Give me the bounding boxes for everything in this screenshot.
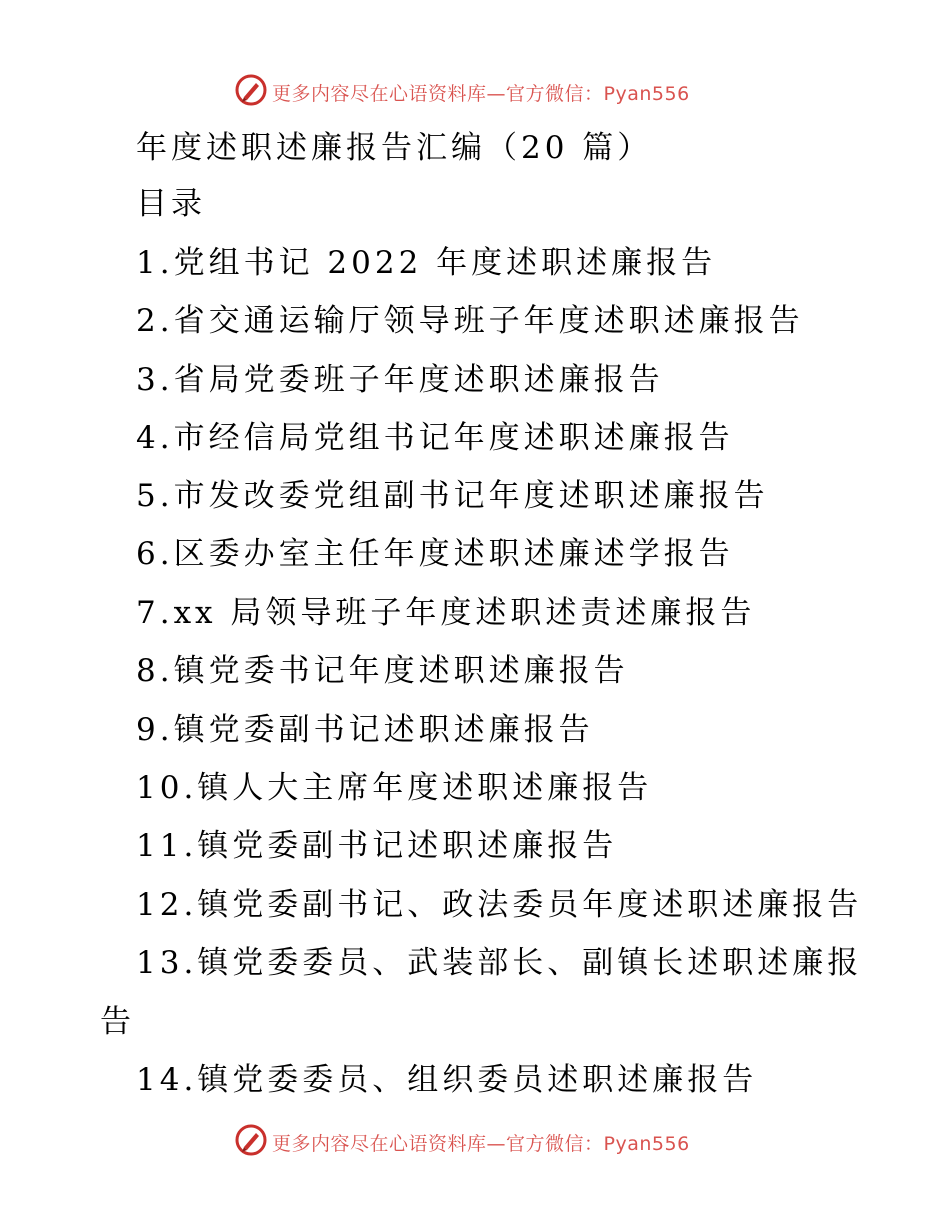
header-watermark-banner — [0, 70, 950, 110]
toc-item: 7.xx 局领导班子年度述职述责述廉报告 — [136, 595, 756, 631]
toc-item: 13.镇党委委员、武装部长、副镇长述职述廉报 — [136, 945, 863, 981]
toc-item: 6.区委办室主任年度述职述廉述学报告 — [136, 536, 734, 572]
footer-watermark-banner — [0, 1120, 950, 1160]
toc-item: 9.镇党委副书记述职述廉报告 — [136, 712, 594, 748]
toc-item: 5.市发改委党组副书记年度述职述廉报告 — [136, 478, 769, 514]
toc-item: 8.镇党委书记年度述职述廉报告 — [136, 653, 629, 689]
toc-item: 12.镇党委副书记、政法委员年度述职述廉报告 — [136, 887, 863, 923]
document-title: 年度述职述廉报告汇编（20 篇） — [136, 130, 653, 166]
toc-heading: 目录 — [136, 186, 206, 222]
pen-logo-icon — [234, 73, 268, 107]
pen-logo-icon — [234, 1123, 268, 1157]
banner-text: 更多内容尽在心语资料库—官方微信：Pyan556 — [272, 83, 690, 105]
toc-item-continuation: 告 — [100, 1004, 135, 1040]
toc-item: 11.镇党委副书记述职述廉报告 — [136, 828, 618, 864]
toc-item: 1.党组书记 2022 年度述职述廉报告 — [136, 245, 717, 281]
toc-item: 2.省交通运输厅领导班子年度述职述廉报告 — [136, 303, 804, 339]
toc-item: 4.市经信局党组书记年度述职述廉报告 — [136, 420, 734, 456]
toc-item: 10.镇人大主席年度述职述廉报告 — [136, 770, 653, 806]
toc-item: 3.省局党委班子年度述职述廉报告 — [136, 362, 664, 398]
banner-text: 更多内容尽在心语资料库—官方微信：Pyan556 — [272, 1133, 690, 1155]
toc-item: 14.镇党委委员、组织委员述职述廉报告 — [136, 1062, 758, 1098]
